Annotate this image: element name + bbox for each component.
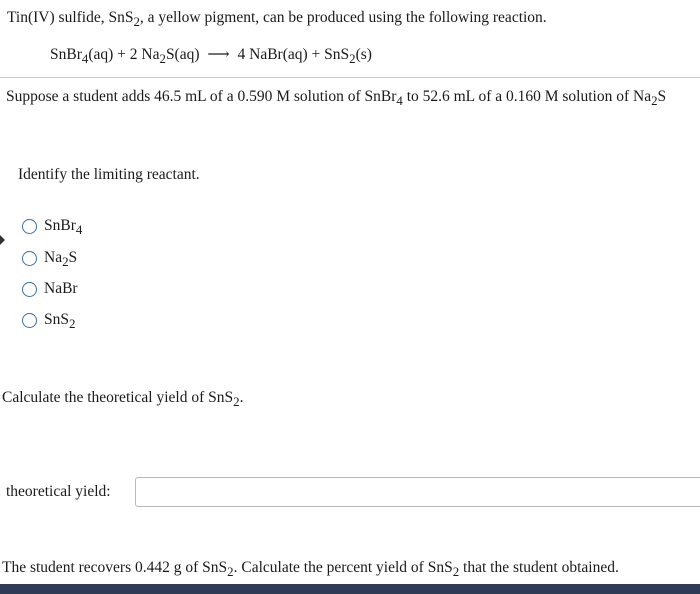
reaction-arrow-icon: ⟶ [207, 46, 230, 63]
option-label-nabr[interactable]: NaBr [44, 280, 78, 297]
radio-nabr[interactable] [22, 282, 37, 297]
theoretical-yield-input[interactable] [135, 477, 700, 507]
option-label-snbr4[interactable]: SnBr$_4$ [44, 217, 83, 238]
radio-sns2[interactable] [22, 313, 37, 328]
option-label-na2s[interactable]: $Na_2S$ [44, 249, 78, 270]
intro-text: Tin(IV) sulfide, SnS$_2$, a yellow pigment, can be produced using the following reaction. [7, 9, 547, 30]
theoretical-yield-prompt: Calculate the theoretical yield of SnS$_2$. [2, 389, 244, 410]
limiting-reactant-prompt: Identify the limiting reactant. [18, 166, 200, 183]
option-label-sns2[interactable]: SnS$_2$ [44, 311, 76, 332]
divider [0, 77, 700, 78]
bottom-bar [0, 584, 700, 594]
caret-icon [0, 235, 5, 245]
setup-text: Suppose a student adds 46.5 mL of a 0.590 M solution of SnBr$_4$ to 52.6 mL of a 0.160 M solution of $Na_2S$ [6, 88, 667, 109]
subscript: 2 [133, 14, 140, 30]
theoretical-yield-label: theoretical yield: [6, 483, 111, 500]
radio-na2s[interactable] [22, 251, 37, 266]
reaction-equation: SnBr$_4$(aq) + 2 $Na_2S(aq)$ ⟶ 4 NaBr(aq) + SnS$_2$(s) [50, 46, 372, 67]
radio-snbr4[interactable] [22, 219, 37, 234]
percent-yield-prompt: The student recovers 0.442 g of SnS$_2$. Calculate the percent yield of SnS$_2$ that the student obtained. [2, 559, 619, 580]
